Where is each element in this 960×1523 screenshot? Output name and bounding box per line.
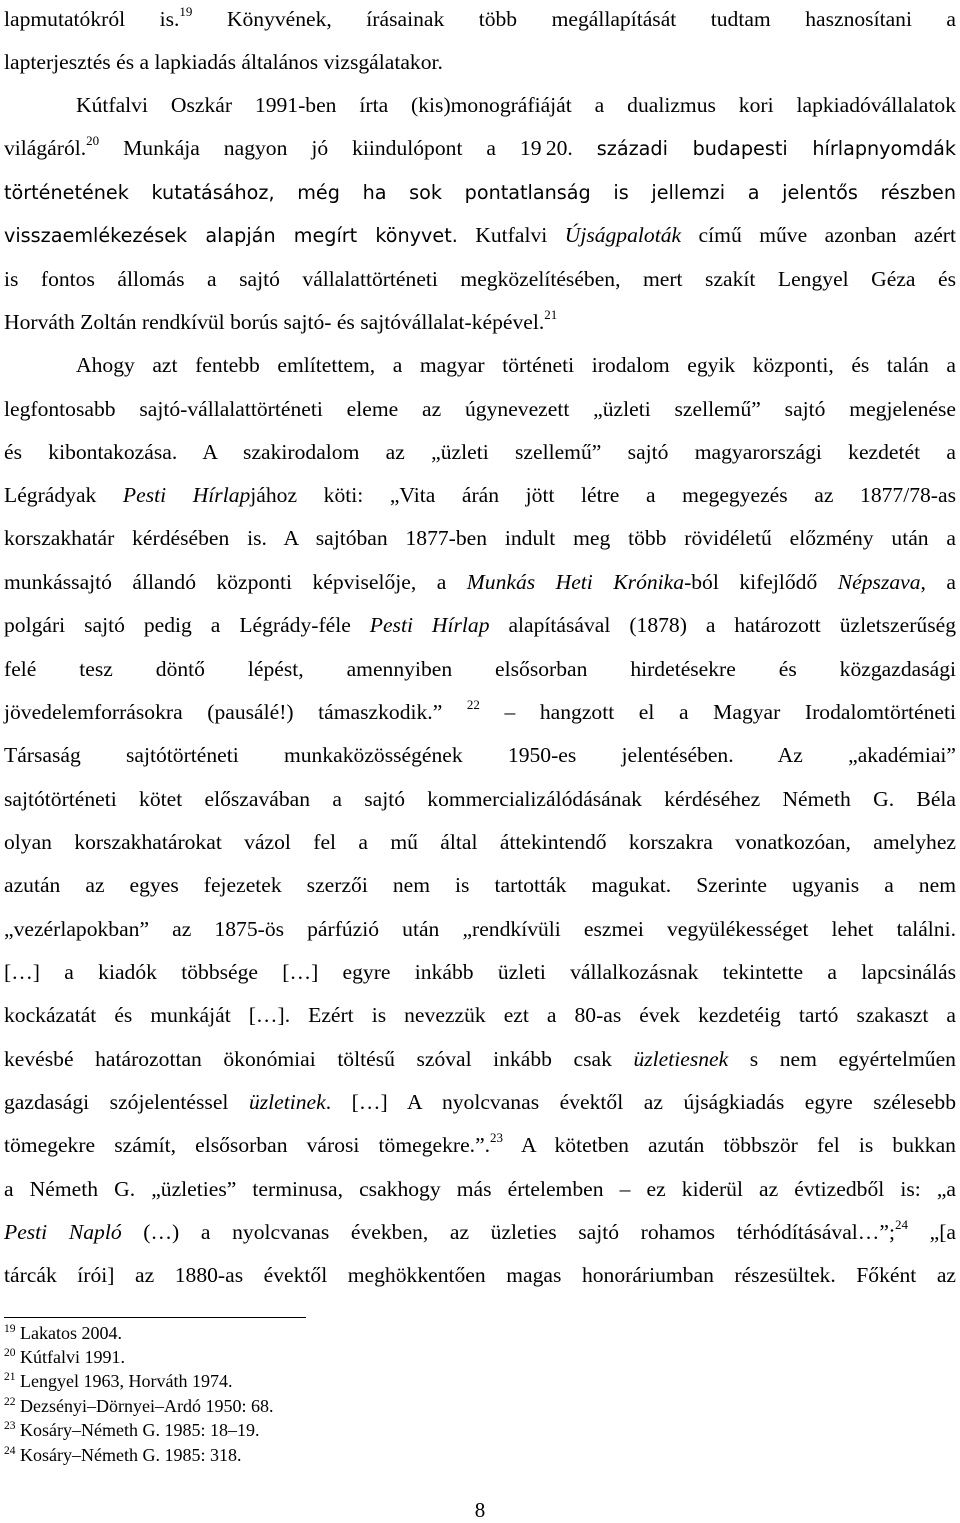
italic-title: üzletinek <box>248 1090 326 1114</box>
text-line <box>4 1044 956 1074</box>
footnote-number: 24 <box>4 1445 16 1457</box>
text-run: gazdasági szójelentéssel <box>4 1090 249 1114</box>
text-run: a Németh G. „üzleties” terminusa, csakhogy más értelemben – ez kiderül az évtizedből is: „a <box>4 1177 956 1201</box>
text-run: kockázatát és munkáját […]. Ezért is nevezzük ezt a 80-as évek kezdetéig tartó szakaszt a <box>4 1003 956 1027</box>
text-line <box>4 1260 956 1290</box>
text-line <box>4 220 956 250</box>
text-run: sajtótörténeti kötet előszavában a sajtó kommercializálódásának kérdéséhez Németh G. Béla <box>4 787 956 811</box>
text-run: alapításával (1878) a határozott üzletszerűség <box>489 613 956 637</box>
text-run: Könyvének, írásainak több megállapítását tudtam hasznosítani a <box>192 7 957 31</box>
text-line <box>76 90 956 120</box>
text-run: lapmutatókról is. <box>4 7 180 31</box>
text-line <box>4 697 956 727</box>
text-run: (…) a nyolcvanas években, az üzleties sajtó rohamos térhódításával…”; <box>121 1220 895 1244</box>
text-line <box>4 1130 956 1160</box>
footnote <box>4 1369 232 1393</box>
text-run: tárcák írói] az 1880-as évektől meghökkentően magas honoráriumban részesültek. Főként az <box>4 1263 956 1287</box>
text-line <box>4 4 956 34</box>
footnote <box>4 1394 273 1418</box>
italic-title: Pesti Hírlap <box>122 483 251 507</box>
footnote-number: 23 <box>4 1420 16 1432</box>
text-line <box>4 394 956 424</box>
text-run: világáról. <box>4 136 87 160</box>
text-line <box>4 1217 956 1247</box>
text-line <box>4 957 956 987</box>
text-line <box>4 740 956 770</box>
text-line <box>4 1174 956 1204</box>
text-run: Kutfalvi <box>457 223 565 247</box>
text-line <box>4 523 956 553</box>
text-run: polgári sajtó pedig a Légrády-féle <box>4 613 370 637</box>
text-line <box>4 133 956 163</box>
text-run: munkássajtó állandó központi képviselője, a <box>4 570 467 594</box>
footnote-number: 21 <box>4 1371 16 1383</box>
text-run: . […] A nyolcvanas évektől az újságkiadás egyre szélesebb <box>325 1090 957 1114</box>
italic-title: Újságpaloták <box>564 223 682 247</box>
text-run: – hangzott el a Magyar Irodalomtörténeti <box>479 700 957 724</box>
footnote-ref: 20 <box>86 133 100 148</box>
text-run-sans: századi budapesti hírlapnyomdák <box>596 137 956 160</box>
text-line <box>76 350 956 380</box>
text-run: Munkája nagyon jó kiindulópont a 19 20. <box>99 136 597 160</box>
footnote-ref: 23 <box>490 1130 504 1145</box>
italic-title: Pesti Napló <box>4 1220 122 1244</box>
footnote-ref: 22 <box>466 697 480 712</box>
text-line <box>4 827 956 857</box>
footnote <box>4 1345 125 1369</box>
footnote-separator <box>4 1317 306 1318</box>
text-run: és kibontakozása. A szakirodalom az „üzleti szellemű” sajtó magyarországi kezdetét a <box>4 440 956 464</box>
text-run: tömegekre számít, elsősorban városi tömegekre.”. <box>4 1133 491 1157</box>
text-line <box>4 870 956 900</box>
text-line <box>4 1000 956 1030</box>
text-run: Horváth Zoltán rendkívül borús sajtó- és sajtóvállalat-képével. <box>4 310 545 334</box>
text-line <box>4 610 956 640</box>
text-line <box>4 47 956 77</box>
footnote-text: Lakatos 2004. <box>15 1323 122 1343</box>
text-run: felé tesz döntő lépést, amennyiben elsősorban hirdetésekre és közgazdasági <box>4 657 956 681</box>
footnote <box>4 1418 259 1442</box>
italic-title: Munkás Heti Krónika <box>466 570 685 594</box>
footnote-ref: 19 <box>179 4 193 19</box>
text-run: s nem egyértelműen <box>728 1047 956 1071</box>
text-line <box>4 307 956 337</box>
text-run: kevésbé határozottan ökonómiai töltésű szóval inkább csak <box>4 1047 634 1071</box>
footnote-text: Dezsényi–Dörnyei–Ardó 1950: 68. <box>15 1396 274 1416</box>
text-run: , a <box>920 570 957 594</box>
text-run: is fontos állomás a sajtó vállalattörténeti megközelítésében, mert szakít Lengyel Géza és <box>4 267 956 291</box>
footnote-number: 20 <box>4 1347 16 1359</box>
text-run-sans: visszaemlékezések alapján megírt könyvet. <box>4 224 458 247</box>
text-run-sans: történetének kutatásához, még ha sok pontatlanság is jellemzi a jelentős részben <box>4 181 956 204</box>
text-line <box>4 784 956 814</box>
text-run: jövedelemforrásokra (pausálé!) támaszkodik.” <box>4 700 467 724</box>
footnote-text: Kútfalvi 1991. <box>15 1347 125 1367</box>
text-line <box>4 437 956 467</box>
footnote-text: Kosáry–Németh G. 1985: 318. <box>15 1445 242 1465</box>
text-run: olyan korszakhatárokat vázol fel a mű által áttekintendő korszakra vonatkozóan, amelyhez <box>4 830 956 854</box>
italic-title: Pesti Hírlap <box>369 613 490 637</box>
text-line <box>4 480 956 510</box>
footnote <box>4 1321 122 1345</box>
text-run: „[a <box>908 1220 956 1244</box>
italic-title: Népszava <box>837 570 921 594</box>
text-run: Kútfalvi Oszkár 1991-ben írta (kis)monográfiáját a dualizmus kori lapkiadóvállalatok <box>76 93 956 117</box>
text-line <box>4 914 956 944</box>
text-run: című műve azonban azért <box>681 223 956 247</box>
text-run: korszakhatár kérdésében is. A sajtóban 1877-ben indult meg több rövidéletű előzmény után a <box>4 526 956 550</box>
text-run: lapterjesztés és a lapkiadás általános vizsgálatakor. <box>4 50 443 74</box>
footnote-ref: 24 <box>895 1217 908 1232</box>
text-run: […] a kiadók többsége […] egyre inkább üzleti vállalkozásnak tekintette a lapcsinálás <box>4 960 956 984</box>
text-line <box>4 654 956 684</box>
italic-title: üzletiesnek <box>633 1047 729 1071</box>
text-run: azután az egyes fejezetek szerzői nem is tartották magukat. Szerinte ugyanis a nem <box>4 873 956 897</box>
text-line <box>4 264 956 294</box>
footnote-number: 19 <box>4 1323 16 1335</box>
text-run: jához köti: „Vita árán jött létre a megegyezés az 1877/78-as <box>250 483 956 507</box>
text-run: Társaság sajtótörténeti munkaközösségének 1950-es jelentésében. Az „akadémiai” <box>4 743 956 767</box>
text-run: legfontosabb sajtó-vállalattörténeti eleme az úgynevezett „üzleti szellemű” sajtó megjelenése <box>4 397 956 421</box>
footnote <box>4 1443 241 1467</box>
footnote-ref: 21 <box>544 307 558 322</box>
text-line <box>4 1087 956 1117</box>
footnote-text: Kosáry–Németh G. 1985: 18–19. <box>15 1420 260 1440</box>
footnote-text: Lengyel 1963, Horváth 1974. <box>15 1371 233 1391</box>
footnote-number: 22 <box>4 1396 16 1408</box>
text-run: Légrádyak <box>4 483 123 507</box>
text-run: A kötetben azután többször fel is bukkan <box>503 1133 956 1157</box>
page-number: 8 <box>474 1498 486 1522</box>
text-line <box>4 567 956 597</box>
text-run: „vezérlapokban” az 1875-ös párfúzió után „rendkívüli eszmei vegyülékességet lehet találni. <box>4 917 956 941</box>
text-run: -ból kifejlődő <box>684 570 838 594</box>
text-line <box>4 177 956 207</box>
text-run: Ahogy azt fentebb említettem, a magyar történeti irodalom egyik központi, és talán a <box>76 353 956 377</box>
